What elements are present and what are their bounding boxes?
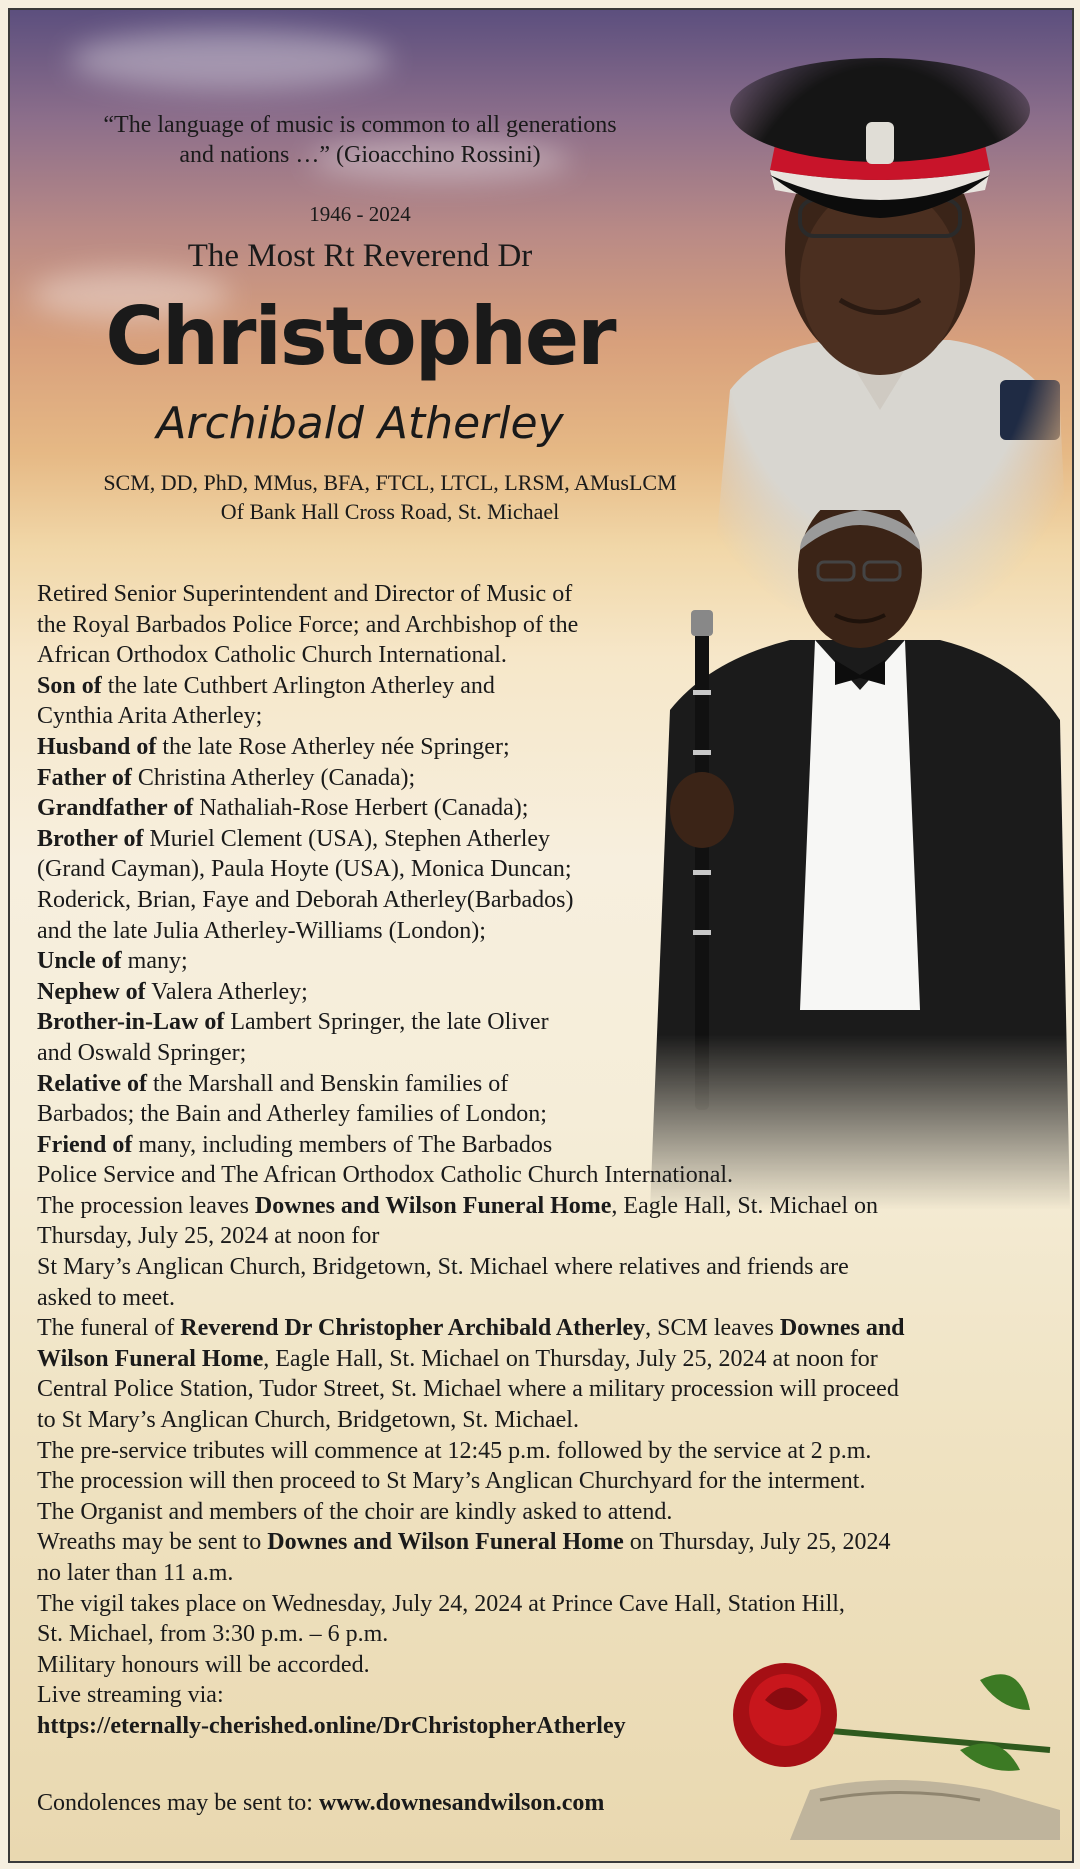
obituary-line bbox=[37, 1160, 1052, 1191]
obituary-text: The procession leaves bbox=[37, 1192, 255, 1219]
obituary-text: the Royal Barbados Police Force; and Archbishop of the bbox=[37, 611, 579, 638]
obituary-line bbox=[37, 1558, 1052, 1589]
obituary-line bbox=[37, 1130, 1052, 1161]
obituary-text: on Thursday, July 25, 2024 bbox=[623, 1529, 891, 1556]
first-name-heading: Christopher bbox=[105, 290, 615, 383]
obituary-text: Lambert Springer, the late Oliver bbox=[224, 1009, 549, 1036]
obituary-text: Central Police Station, Tudor Street, St. Michael where a military procession will proceed bbox=[37, 1376, 899, 1403]
obituary-line bbox=[37, 1221, 1052, 1252]
obituary-bold-text[interactable]: https://eternally-cherished.online/DrChristopherAtherley bbox=[37, 1712, 626, 1739]
obituary-bold-text: Friend of bbox=[37, 1131, 133, 1158]
obituary-line bbox=[37, 824, 1052, 855]
obituary-text: St. Michael, from 3:30 p.m. – 6 p.m. bbox=[37, 1621, 389, 1648]
obituary-text: The funeral of bbox=[37, 1315, 181, 1342]
obituary-text: Barbados; the Bain and Atherley families of London; bbox=[37, 1101, 547, 1128]
obituary-line bbox=[37, 1344, 1052, 1375]
obituary-bold-text: Father of bbox=[37, 764, 132, 791]
obituary-text: Cynthia Arita Atherley; bbox=[37, 703, 263, 730]
obituary-text: Valera Atherley; bbox=[145, 978, 308, 1005]
obituary-text: many, including members of The Barbados bbox=[132, 1131, 553, 1158]
obituary-line bbox=[37, 1099, 1052, 1130]
obituary-text: Christina Atherley (Canada); bbox=[131, 764, 416, 791]
obituary-bold-text: Downes and bbox=[779, 1315, 905, 1342]
obituary-line bbox=[37, 1680, 1052, 1711]
obituary-line bbox=[37, 916, 1052, 947]
condolences-line bbox=[37, 1790, 604, 1817]
obituary-page bbox=[8, 8, 1074, 1863]
obituary-line bbox=[37, 793, 1052, 824]
obituary-line bbox=[37, 977, 1052, 1008]
obituary-text: The vigil takes place on Wednesday, July 24, 2024 at Prince Cave Hall, Station Hill, bbox=[37, 1590, 845, 1617]
obituary-bold-text: Downes and Wilson Funeral Home bbox=[267, 1529, 624, 1556]
sky-cloud bbox=[70, 30, 390, 90]
obituary-text: Wreaths may be sent to bbox=[37, 1529, 268, 1556]
obituary-text: , SCM leaves bbox=[645, 1315, 780, 1342]
obituary-text: to St Mary’s Anglican Church, Bridgetown, St. Michael. bbox=[37, 1407, 579, 1434]
credentials: SCM, DD, PhD, MMus, BFA, FTCL, LTCL, LRSM, AMusLCM bbox=[103, 470, 677, 495]
obituary-bold-text: Wilson Funeral Home bbox=[37, 1345, 264, 1372]
obituary-text: asked to meet. bbox=[37, 1284, 175, 1311]
condolences-link[interactable]: www.downesandwilson.com bbox=[318, 1790, 605, 1816]
obituary-bold-text: Brother-in-Law of bbox=[37, 1009, 225, 1036]
obituary-text: African Orthodox Catholic Church International. bbox=[37, 642, 507, 669]
obituary-text: Live streaming via: bbox=[37, 1682, 224, 1709]
obituary-line bbox=[37, 1650, 1052, 1681]
obituary-bold-text: Downes and Wilson Funeral Home bbox=[254, 1192, 612, 1219]
obituary-text: , Eagle Hall, St. Michael on bbox=[611, 1192, 879, 1219]
obituary-bold-text: Brother of bbox=[37, 825, 144, 852]
obituary-text: Roderick, Brian, Faye and Deborah Atherley(Barbados) bbox=[37, 886, 574, 913]
obituary-text: the late Rose Atherley née Springer; bbox=[156, 733, 510, 760]
obituary-text: and Oswald Springer; bbox=[37, 1039, 247, 1066]
obituary-bold-text: Grandfather of bbox=[37, 795, 194, 822]
quote-line: and nations …” (Gioacchino Rossini) bbox=[179, 142, 541, 168]
obituary-line bbox=[37, 1711, 1052, 1742]
obituary-line bbox=[37, 671, 1052, 702]
condolences-label: Condolences may be sent to: bbox=[37, 1790, 319, 1816]
obituary-text: the late Cuthbert Arlington Atherley and bbox=[101, 672, 495, 699]
obituary-line bbox=[37, 1313, 1052, 1344]
obituary-line bbox=[37, 946, 1052, 977]
obituary-line bbox=[37, 1405, 1052, 1436]
obituary-line bbox=[37, 1252, 1052, 1283]
obituary-text: Police Service and The African Orthodox Catholic Church International. bbox=[37, 1162, 734, 1189]
obituary-text: no later than 11 a.m. bbox=[37, 1560, 234, 1586]
obituary-body bbox=[37, 579, 1052, 1742]
obituary-line bbox=[37, 1191, 1052, 1222]
obituary-line bbox=[37, 885, 1052, 916]
obituary-line bbox=[37, 701, 1052, 732]
quote-line: “The language of music is common to all generations bbox=[103, 112, 617, 138]
obituary-line bbox=[37, 1589, 1052, 1620]
obituary-line bbox=[37, 1466, 1052, 1497]
obituary-line bbox=[37, 1619, 1052, 1650]
obituary-line bbox=[37, 732, 1052, 763]
obituary-text: The Organist and members of the choir are kindly asked to attend. bbox=[37, 1498, 673, 1525]
obituary-line bbox=[37, 579, 1052, 610]
obituary-line bbox=[37, 1374, 1052, 1405]
obituary-text: (Grand Cayman), Paula Hoyte (USA), Monica Duncan; bbox=[37, 856, 572, 883]
obituary-line bbox=[37, 1283, 1052, 1314]
obituary-text: the Marshall and Benskin families of bbox=[146, 1070, 509, 1097]
obituary-line bbox=[37, 854, 1052, 885]
obituary-text: Retired Senior Superintendent and Director of Music of bbox=[37, 581, 573, 607]
obituary-line bbox=[37, 763, 1052, 794]
obituary-text: Thursday, July 25, 2024 at noon for bbox=[37, 1223, 380, 1250]
obituary-line bbox=[37, 1007, 1052, 1038]
honorific-title: The Most Rt Reverend Dr bbox=[187, 238, 533, 274]
obituary-bold-text: Reverend Dr Christopher Archibald Atherley bbox=[180, 1315, 646, 1342]
home-address: Of Bank Hall Cross Road, St. Michael bbox=[220, 499, 560, 524]
life-years: 1946 - 2024 bbox=[309, 202, 411, 226]
obituary-text: Military honours will be accorded. bbox=[37, 1651, 370, 1678]
obituary-line bbox=[37, 1069, 1052, 1100]
obituary-bold-text: Nephew of bbox=[37, 978, 146, 1005]
obituary-line bbox=[37, 1436, 1052, 1467]
rossini-quote bbox=[50, 110, 670, 170]
obituary-bold-text: Relative of bbox=[37, 1070, 147, 1097]
obituary-text: , Eagle Hall, St. Michael on Thursday, July 25, 2024 at noon for bbox=[263, 1345, 878, 1372]
obituary-line bbox=[37, 1038, 1052, 1069]
obituary-bold-text: Son of bbox=[37, 672, 102, 699]
obituary-line bbox=[37, 640, 1052, 671]
obituary-text: The pre-service tributes will commence at 12:45 p.m. followed by the service at 2 p.m. bbox=[37, 1437, 872, 1464]
obituary-text: Muriel Clement (USA), Stephen Atherley bbox=[143, 825, 551, 852]
middle-last-name: Archibald Atherley bbox=[156, 398, 564, 449]
obituary-bold-text: Uncle of bbox=[37, 948, 122, 975]
obituary-text: and the late Julia Atherley-Williams (London); bbox=[37, 917, 486, 944]
obituary-bold-text: Husband of bbox=[37, 733, 157, 760]
obituary-text: St Mary’s Anglican Church, Bridgetown, St. Michael where relatives and friends are bbox=[37, 1254, 849, 1281]
obituary-text: many; bbox=[121, 948, 188, 975]
obituary-text: Nathaliah-Rose Herbert (Canada); bbox=[193, 795, 529, 822]
obituary-line bbox=[37, 610, 1052, 641]
obituary-line bbox=[37, 1527, 1052, 1558]
obituary-text: The procession will then proceed to St Mary’s Anglican Churchyard for the interment. bbox=[37, 1468, 866, 1495]
obituary-line bbox=[37, 1497, 1052, 1528]
